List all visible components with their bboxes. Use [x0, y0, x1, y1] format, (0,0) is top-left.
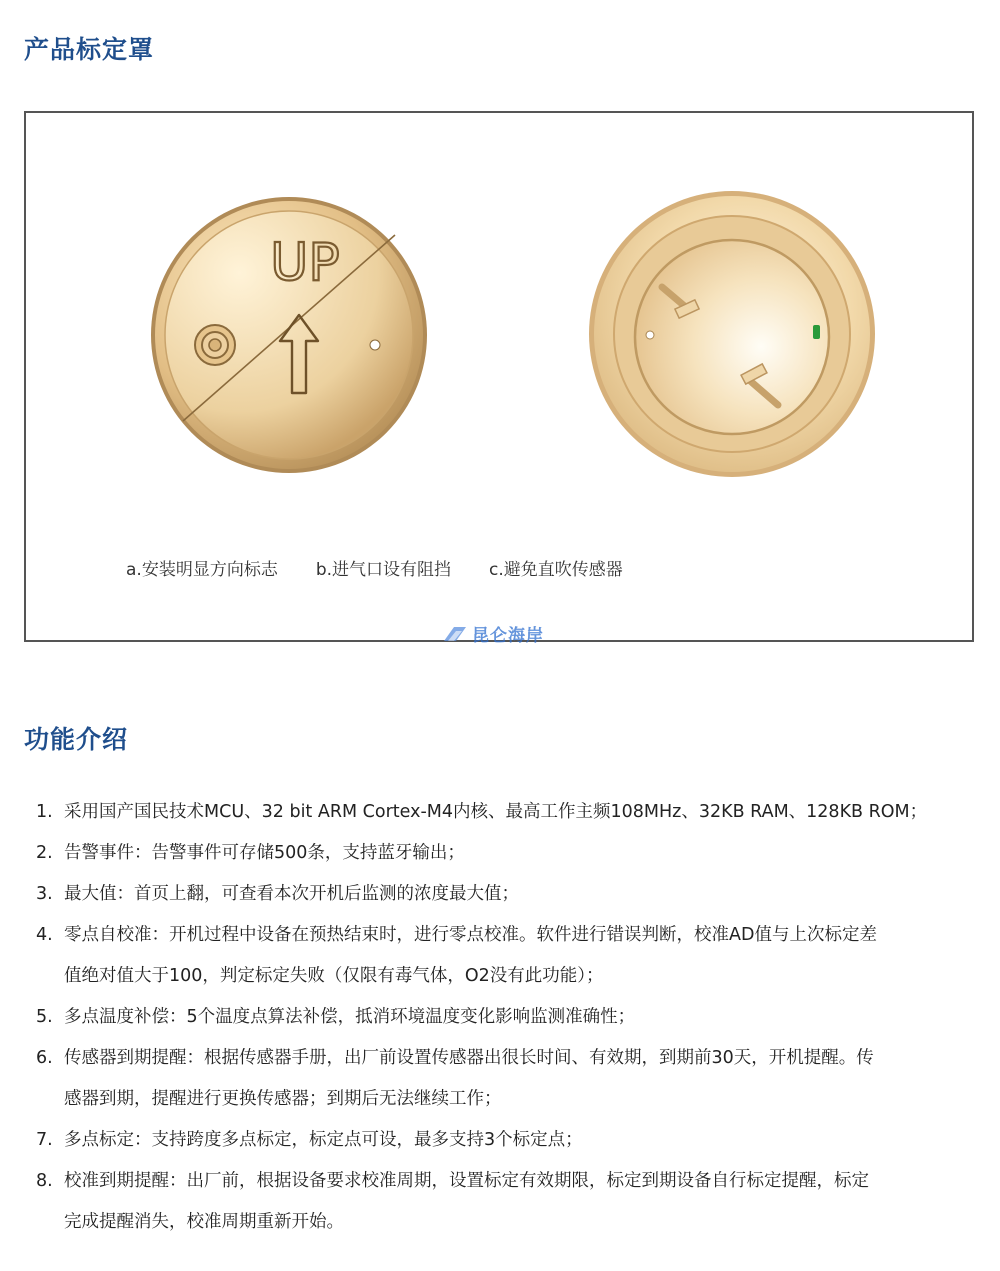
list-item: 2. 告警事件：告警事件可存储500条，支持蓝牙输出；: [36, 843, 465, 863]
list-item: 3. 最大值：首页上翻，可查看本次开机后监测的浓度最大值；: [36, 884, 519, 904]
watermark-text: 昆仑海岸: [472, 626, 544, 646]
calibration-cover-top-image: [149, 195, 429, 475]
caption-b: b.进气口设有阻挡: [315, 560, 452, 580]
list-item: 8. 校准到期提醒：出厂前，根据设备要求校准周期，设置标定有效期限，标定到期设备自行标定提醒，标定 完成提醒消失，校准周期重新开始。: [36, 1171, 869, 1232]
calibration-cover-inside-image: [582, 189, 882, 479]
section-title-calibration-cover: 产品标定罩: [24, 35, 155, 64]
caption-c: c.避免直吹传感器: [489, 560, 623, 580]
list-item: 5. 多点温度补偿：5个温度点算法补偿，抵消环境温度变化影响监测准确性；: [36, 1007, 636, 1027]
cap-up-label: UP: [270, 233, 340, 293]
feature-list: [36, 792, 966, 1243]
section-title-features: 功能介绍: [24, 725, 129, 754]
list-item: 4. 零点自校准：开机过程中设备在预热结束时，进行零点校准。软件进行错误判断，校准AD值与上次标定差 值绝对值大于100，判定标定失败（仅限有毒气体，O2没有此功能）；: [36, 925, 877, 986]
brand-logo-icon: [442, 625, 468, 643]
figure-captions: [126, 555, 661, 580]
list-item: 6. 传感器到期提醒：根据传感器手册，出厂前设置传感器出很长时间、有效期，到期前30天，开机提醒。传 感器到期，提醒进行更换传感器；到期后无法继续工作；: [36, 1048, 874, 1109]
watermark: [442, 621, 544, 646]
caption-a: a.安装明显方向标志: [126, 560, 278, 580]
product-figure: [24, 111, 974, 646]
list-item: 7. 多点标定：支持跨度多点标定，标定点可设，最多支持3个标定点；: [36, 1130, 583, 1150]
list-item: 1. 采用国产国民技术MCU、32 bit ARM Cortex-M4内核、最高工作主频108MHz、32KB RAM、128KB ROM；: [36, 802, 928, 822]
